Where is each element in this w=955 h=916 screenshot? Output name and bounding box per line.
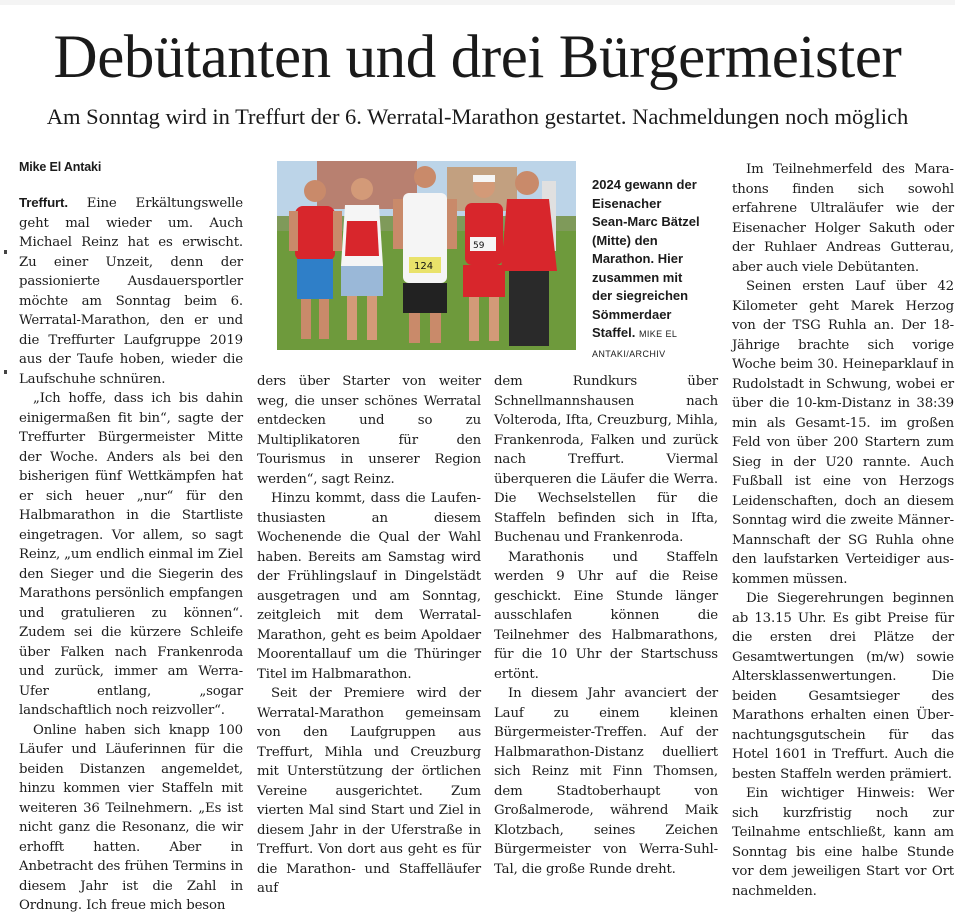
paragraph: ders über Starter von weiter weg, die unser schönes Werratal entdecken und so zu Multiplikatoren für den Tourismus in unserer Region werden“, sagt Reinz. (257, 374, 481, 487)
paragraph-text: Eine Erkältungswelle geht mal wieder um. Auch Michael Reinz hat es erwischt. Zu einer Unzeit, denn der passionierte Ausdauersportler möchte am Sonntag beim 6. Werratal-Marathon, den er und die Treffurter Laufgruppe 2019 aus der Taufe hoben, wieder die Laufschuhe schnüren. (19, 196, 243, 387)
paragraph: Marathonis und Staffeln werden 9 Uhr auf die Reise geschickt. Eine Stunde länger ausschlafen können die Teilnehmer des Halbmarathons, für die 10 Uhr der Startschuss ertönt. (494, 549, 718, 682)
column-2 (257, 372, 481, 899)
paragraph: Hinzu kommt, dass die Laufenthusiasten an diesem Wochenende die Qual der Wahl haben. Bereits am Samstag wird der Frühlingslauf in Dingelstädt ausgetragen und am Sonntag, zeitgleich mit dem Werratal-Marathon, geht es beim Apoldaer Moorentallauf um die Thüringer Titel im Halbmarathon. (257, 491, 481, 682)
article-photo (277, 161, 576, 350)
caption-text: 2024 gewann der Eisenacher Sean-Marc Bätzel (Mitte) den Marathon. Hier zusammen mit der siegreichen Sömmerdaer Staffel. (592, 177, 700, 340)
paragraph: Die Siegerehrungen beginnen ab 13.15 Uhr. Es gibt Preise für die ersten drei Plätze der Gesamtwertungen (m/w) sowie Altersklassenwertungen. Die beiden Gesamtsieger des Marathons erhalten einen Übernachtungsgutschein für das Hotel 1601 in Treffurt. Auch die besten Staffeln werden prämiert. (732, 591, 954, 782)
subhead: Am Sonntag wird in Treffurt der 6. Werratal-Marathon gestartet. Nachmeldungen noch möglich (46, 104, 909, 129)
column-4 (732, 160, 954, 901)
column-1 (19, 160, 243, 916)
bib-number: 59 (473, 241, 485, 251)
dateline: Treffurt. (19, 195, 68, 210)
column-3 (494, 372, 718, 879)
margin-mark (4, 250, 7, 254)
photo-caption (592, 176, 700, 363)
paragraph: Seit der Premiere wird der Werratal-Marathon gemeinsam von den Laufgruppen aus Treffurt, Mihla und Creuzburg mit Unterstützung der örtlichen Vereine ausgerichtet. Zum vierten Mal sind Start und Ziel in diesem Jahr in der Uferstraße in Treffurt. Von dort aus geht es für die Marathon- und Staffelläufer auf (257, 686, 481, 896)
author-byline: Mike El Antaki (19, 160, 102, 174)
paragraph: Im Teilnehmerfeld des Marathons finden sich sowohl erfahrene Ultraläufer wie der Eisenacher Holger Sakuth oder der Ruhlaer Andreas Gutterau, aber auch viele Debütanten. (732, 162, 954, 275)
page-edge (0, 0, 955, 5)
runners-photo-illustration (277, 161, 576, 350)
photo-credit: MIKE EL ANTAKI/ARCHIV (592, 329, 677, 359)
paragraph: Ein wichtiger Hinweis: Wer sich kurzfristig noch zur Teilnahme entschließt, kann am Sonntag bis eine halbe Stunde vor dem jeweiligen Start vor Ort nachmelden. (732, 786, 954, 899)
paragraph (19, 193, 243, 389)
bib-number: 124 (414, 261, 434, 272)
paragraph: In diesem Jahr avanciert der Lauf zu einem kleinen Bürgermeister-Treffen. Auf der Halbmarathon-Distanz duelliert sich Reinz mit Finn Thomsen, dem Stadtoberhaupt von Großalmerode, während Maik Klotzbach, seines Zeichen Bürgermeister von Werra-Suhl-Tal, die große Runde dreht. (494, 686, 718, 877)
paragraph: Online haben sich knapp 100 Läufer und Läuferinnen für die beiden Distanzen angemeldet, hinzu kommen vier Staffeln mit weiteren 36 Teilnehmern. „Es ist nicht ganz die Resonanz, die wir erhofft hatten. Aber in Anbetracht des frühen Termins in diesem Jahr ist die Zahl in Ordnung. Ich freue mich beson (19, 722, 243, 913)
margin-mark (4, 370, 7, 374)
paragraph: Seinen ersten Lauf über 42 Kilometer geht Marek Herzog von der TSG Ruhla an. Der 18-Jährige brachte sich vorige Woche beim 30. Heineparklauf in Rudolstadt in Schwung, wobei er über die 10-km-Distanz in 38:39 min als Gesamt-15. im großen Feld von über 200 Startern zum Sieg in der U20 rannte. Auch Fußball ist eine von Herzogs Leidenschaften, doch an diesem Sonntag wird die zweite Männer-Mannschaft der SG Ruhla ohne den laufstarken Verteidiger auskommen müssen. (732, 279, 954, 587)
paragraph: dem Rundkurs über Schnellmannshausen nach Volteroda, Ifta, Creuzburg, Mihla, Frankenroda, Falken und zurück nach Treffurt. Viermal überqueren die Läufer die Werra. Die Wechselstellen für die Staffeln befinden sich in Ifta, Buchenau und Frankenroda. (494, 374, 718, 545)
headline: Debütanten und drei Bürgermeister (53, 24, 902, 91)
paragraph: „Ich hoffe, dass ich bis dahin einigermaßen fit bin“, sagte der Treffurter Bürgermeister Mitte der Woche. Anders als bei den bisherigen fünf Wettkämpfen hat er sich heuer „nur“ für den Halbmarathon in die Startliste eingetragen. Vor allem, so sagt Reinz, „um endlich einmal im Ziel den Sieger und die Siegerin des Marathons persönlich empfangen und gratulieren zu können“. Zudem sei die kürzere Schleife über Falken nach Frankenroda und zurück, immer am Werra-Ufer entlang, „sogar landschaftlich noch reizvoller“. (19, 391, 243, 718)
